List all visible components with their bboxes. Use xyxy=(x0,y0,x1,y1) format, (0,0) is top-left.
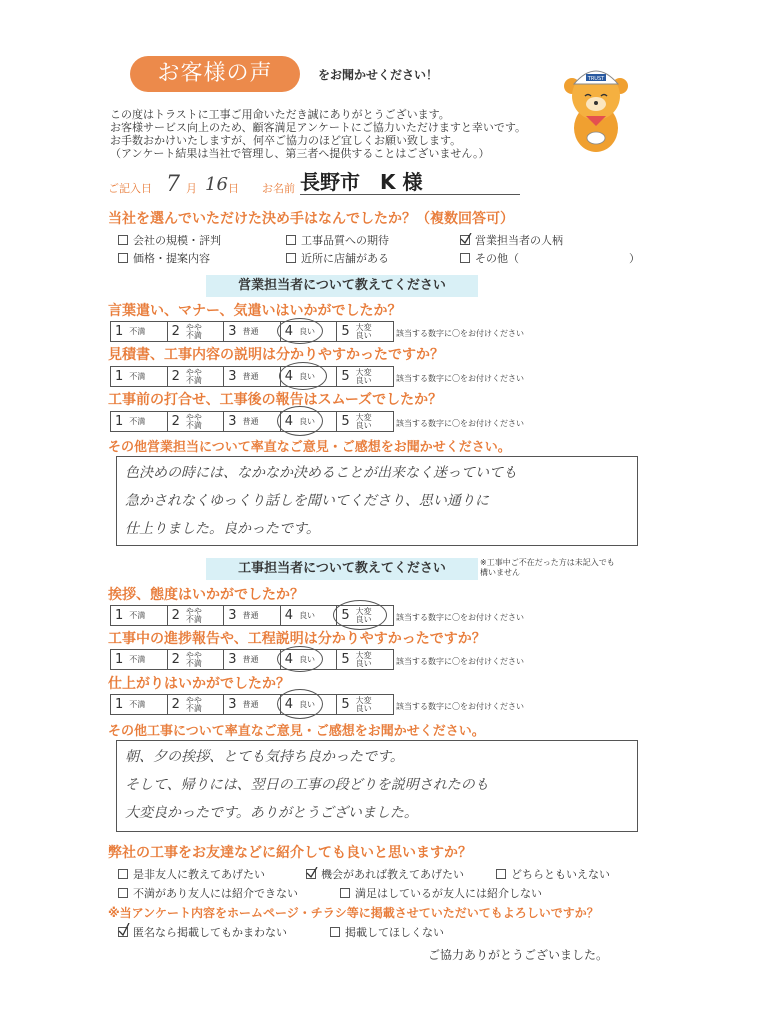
option-label: 機会があれば教えてあげたい xyxy=(321,868,464,881)
rating-number: 1 xyxy=(115,608,124,623)
option-label: 匿名なら掲載してもかまわない xyxy=(133,926,287,939)
rating-label: 普通 xyxy=(242,326,259,336)
rating-hint: 該当する数字に〇をお付けください xyxy=(396,374,524,383)
rating-label: 良い xyxy=(355,614,372,624)
intro-line: お客様サービス向上のため、顧客満足アンケートにご協力いただけますと幸いです。 xyxy=(110,121,527,134)
rating-number: 3 xyxy=(228,414,237,429)
rating-number: 2 xyxy=(171,608,180,623)
selected-rating-circle xyxy=(277,406,323,436)
rating-hint: 該当する数字に〇をお付けください xyxy=(396,613,524,622)
rating-label: 良い xyxy=(299,371,316,381)
rating-number: 4 xyxy=(284,369,294,384)
rating-scale[interactable] xyxy=(110,366,394,387)
checkbox[interactable] xyxy=(118,888,128,898)
option-label: 価格・提案内容 xyxy=(133,252,210,265)
rating-1[interactable] xyxy=(111,606,168,625)
rating-hint: 該当する数字に〇をお付けください xyxy=(396,419,524,428)
name-field[interactable]: 長野市 K 様 xyxy=(300,166,520,195)
rating-label: 普通 xyxy=(242,610,259,620)
rating-5[interactable] xyxy=(337,322,393,341)
checkbox[interactable] xyxy=(118,869,128,879)
checkbox[interactable] xyxy=(118,253,128,263)
rating-number: 1 xyxy=(115,324,124,339)
construction-comment-prompt: その他工事について率直なご意見・ご感想をお聞かせください。 xyxy=(108,724,485,739)
publish-question: ※当アンケート内容をホームページ・チラシ等に掲載させていただいてもよろしいですか？ xyxy=(108,906,599,920)
comment-line: 仕上りました。良かったです。 xyxy=(125,521,320,537)
selected-rating-circle xyxy=(277,318,323,344)
rating-2[interactable] xyxy=(168,650,225,669)
rating-label: 大変 xyxy=(355,412,372,422)
checkbox-checked[interactable] xyxy=(460,235,470,245)
note-line: 構いません xyxy=(480,568,520,577)
construction-question-1: 挨拶、態度はいかがでしたか？ xyxy=(108,587,304,603)
option-label: どちらともいえない xyxy=(511,868,610,881)
rating-scale[interactable] xyxy=(110,694,394,715)
rating-label: 大変 xyxy=(355,322,372,332)
rating-label: 不満 xyxy=(129,699,146,709)
rating-scale[interactable] xyxy=(110,649,394,670)
option-label: 会社の規模・評判 xyxy=(133,234,221,247)
rating-3[interactable] xyxy=(224,650,281,669)
rating-label: 大変 xyxy=(355,695,372,705)
rating-label: 大変 xyxy=(355,606,372,616)
rating-label: 不満 xyxy=(185,420,202,430)
rating-number: 5 xyxy=(341,324,350,339)
rating-4[interactable] xyxy=(281,322,338,341)
rating-1[interactable] xyxy=(111,650,168,669)
rating-number: 5 xyxy=(341,369,350,384)
decision-option[interactable] xyxy=(286,250,389,266)
rating-3[interactable] xyxy=(224,322,281,341)
rating-4[interactable] xyxy=(281,695,338,714)
rating-label: やや xyxy=(185,695,202,705)
rating-label: 不満 xyxy=(185,330,202,340)
referral-option[interactable] xyxy=(340,885,542,901)
intro-line: お手数おかけいたしますが、何卒ご協力のほど宜しくお願い致します。 xyxy=(110,134,462,147)
sales-section-heading: 営業担当者について教えてください xyxy=(206,275,478,297)
option-label: 工事品質への期待 xyxy=(301,234,389,247)
selected-rating-circle xyxy=(279,362,327,390)
checkbox[interactable] xyxy=(460,253,470,263)
rating-4[interactable] xyxy=(281,412,338,431)
sales-comment-text xyxy=(125,459,517,543)
rating-2[interactable] xyxy=(168,695,225,714)
rating-scale[interactable] xyxy=(110,605,394,626)
rating-number: 5 xyxy=(341,608,350,623)
construction-section-heading: 工事担当者について教えてください xyxy=(206,558,478,580)
comment-line: 急かされなくゆっくり話しを聞いてくださり、思い通りに xyxy=(125,493,489,509)
checkbox-checked[interactable] xyxy=(118,927,128,937)
decision-option[interactable] xyxy=(286,232,389,248)
rating-label: 良い xyxy=(355,658,372,668)
sales-comment-prompt: その他営業担当について率直なご意見・ご感想をお聞かせください。 xyxy=(108,440,511,455)
rating-3[interactable] xyxy=(224,367,281,386)
selected-rating-circle xyxy=(277,646,323,672)
rating-label: 良い xyxy=(299,654,316,664)
referral-option[interactable] xyxy=(118,866,265,882)
day-label: 日 xyxy=(228,182,239,195)
comment-line: 朝、夕の挨拶、とても気持ち良かったです。 xyxy=(125,749,404,765)
rating-label: 良い xyxy=(299,416,316,426)
rating-label: 普通 xyxy=(242,654,259,664)
checkbox[interactable] xyxy=(118,235,128,245)
rating-label: 不満 xyxy=(185,658,202,668)
rating-hint: 該当する数字に〇をお付けください xyxy=(396,657,524,666)
name-label: お名前 xyxy=(262,182,295,195)
rating-label: 良い xyxy=(299,326,316,336)
rating-label: 良い xyxy=(355,375,372,385)
intro-text xyxy=(110,108,610,160)
rating-number: 2 xyxy=(171,414,180,429)
rating-1[interactable] xyxy=(111,695,168,714)
publish-option[interactable] xyxy=(330,924,444,940)
rating-3[interactable] xyxy=(224,412,281,431)
rating-number: 3 xyxy=(228,608,237,623)
checkbox[interactable] xyxy=(286,253,296,263)
rating-label: やや xyxy=(185,606,202,616)
rating-number: 3 xyxy=(228,324,237,339)
rating-number: 5 xyxy=(341,652,350,667)
rating-number: 4 xyxy=(284,652,294,667)
thanks-text: ご協力ありがとうございました。 xyxy=(428,948,609,962)
rating-number: 3 xyxy=(228,652,237,667)
option-label: その他（ ） xyxy=(475,252,640,265)
option-label: 満足はしているが友人には紹介しない xyxy=(355,887,542,900)
checkbox[interactable] xyxy=(286,235,296,245)
rating-label: 不満 xyxy=(185,614,202,624)
construction-note xyxy=(480,558,615,578)
rating-label: 不満 xyxy=(129,416,146,426)
rating-5[interactable] xyxy=(337,412,393,431)
rating-4[interactable] xyxy=(281,606,338,625)
rating-hint: 該当する数字に〇をお付けください xyxy=(396,329,524,338)
selected-rating-circle xyxy=(333,600,387,630)
rating-label: 大変 xyxy=(355,367,372,377)
rating-scale[interactable] xyxy=(110,321,394,342)
option-label: 掲載してほしくない xyxy=(345,926,444,939)
rating-label: 大変 xyxy=(355,650,372,660)
rating-label: やや xyxy=(185,322,202,332)
rating-5[interactable] xyxy=(337,650,393,669)
construction-comment-box[interactable] xyxy=(116,740,638,832)
rating-3[interactable] xyxy=(224,695,281,714)
referral-question: 弊社の工事をお友達などに紹介しても良いと思いますか？ xyxy=(108,845,472,861)
checkbox-checked[interactable] xyxy=(306,869,316,879)
rating-label: 良い xyxy=(299,699,316,709)
rating-2[interactable] xyxy=(168,367,225,386)
rating-number: 1 xyxy=(115,652,124,667)
rating-hint: 該当する数字に〇をお付けください xyxy=(396,702,524,711)
rating-label: やや xyxy=(185,367,202,377)
intro-line: （アンケート結果は当社で管理し、第三者へ提供することはございません。） xyxy=(110,147,490,160)
decision-option[interactable] xyxy=(118,232,221,248)
rating-label: やや xyxy=(185,412,202,422)
rating-label: やや xyxy=(185,650,202,660)
rating-number: 4 xyxy=(284,608,294,623)
rating-number: 1 xyxy=(115,369,124,384)
survey-subtitle: をお聞かせください！ xyxy=(318,68,439,82)
rating-number: 4 xyxy=(284,324,294,339)
checkbox[interactable] xyxy=(340,888,350,898)
note-line: ※工事中ご不在だった方は未記入でも xyxy=(480,558,615,567)
rating-label: 不満 xyxy=(129,610,146,620)
rating-label: 普通 xyxy=(242,371,259,381)
referral-option[interactable] xyxy=(306,866,464,882)
comment-line: 色決めの時には、なかなか決めることが出来なく迷っていても xyxy=(125,465,517,481)
decision-option[interactable] xyxy=(460,232,563,248)
option-label: 是非友人に教えてあげたい xyxy=(133,868,265,881)
sales-comment-box[interactable] xyxy=(116,456,638,546)
rating-1[interactable] xyxy=(111,367,168,386)
rating-2[interactable] xyxy=(168,606,225,625)
decision-option[interactable] xyxy=(118,250,210,266)
mascot-badge-text: TRUST xyxy=(587,76,605,82)
selected-rating-circle xyxy=(277,689,323,719)
rating-number: 2 xyxy=(171,369,180,384)
referral-option[interactable] xyxy=(118,885,298,901)
rating-number: 5 xyxy=(341,414,350,429)
decision-question: 当社を選んでいただけた決め手はなんでしたか？（複数回答可） xyxy=(108,211,514,227)
option-label: 営業担当者の人柄 xyxy=(475,234,563,247)
rating-label: 不満 xyxy=(185,703,202,713)
referral-option[interactable] xyxy=(496,866,610,882)
rating-1[interactable] xyxy=(111,412,168,431)
construction-comment-text xyxy=(125,743,489,827)
rating-scale[interactable] xyxy=(110,411,394,432)
rating-number: 4 xyxy=(284,697,294,712)
option-label: 近所に店舗がある xyxy=(301,252,389,265)
rating-number: 1 xyxy=(115,697,124,712)
month-label: 月 xyxy=(186,182,197,195)
construction-question-3: 仕上がりはいかがでしたか？ xyxy=(108,676,290,692)
rating-number: 4 xyxy=(284,414,294,429)
survey-title: お客様の声 xyxy=(130,56,300,92)
rating-5[interactable] xyxy=(337,367,393,386)
publish-option[interactable] xyxy=(118,924,287,940)
rating-label: 良い xyxy=(355,420,372,430)
rating-label: 良い xyxy=(355,330,372,340)
sales-question-3: 工事前の打合せ、工事後の報告はスムーズでしたか？ xyxy=(108,392,443,408)
rating-5[interactable] xyxy=(337,695,393,714)
construction-question-2: 工事中の進捗報告や、工程説明は分かりやすかったですか？ xyxy=(108,631,486,647)
rating-2[interactable] xyxy=(168,322,225,341)
rating-1[interactable] xyxy=(111,322,168,341)
rating-number: 5 xyxy=(341,697,350,712)
rating-label: 良い xyxy=(355,703,372,713)
rating-label: 不満 xyxy=(185,375,202,385)
rating-4[interactable] xyxy=(281,367,338,386)
date-label: ご記入日 xyxy=(108,182,152,195)
decision-option[interactable] xyxy=(460,250,640,266)
rating-label: 良い xyxy=(299,610,316,620)
rating-label: 不満 xyxy=(129,371,146,381)
option-label: 不満があり友人には紹介できない xyxy=(133,887,298,900)
rating-2[interactable] xyxy=(168,412,225,431)
day-value[interactable]: 16 xyxy=(205,174,228,195)
rating-3[interactable] xyxy=(224,606,281,625)
rating-label: 不満 xyxy=(129,654,146,664)
rating-number: 3 xyxy=(228,697,237,712)
comment-line: そして、帰りには、翌日の工事の段どりを説明されたのも xyxy=(125,777,489,793)
month-value[interactable]: 7 xyxy=(166,172,180,197)
rating-number: 2 xyxy=(171,324,180,339)
rating-label: 普通 xyxy=(242,699,259,709)
rating-label: 普通 xyxy=(242,416,259,426)
rating-number: 1 xyxy=(115,414,124,429)
sales-question-1: 言葉遣い、マナー、気遣いはいかがでしたか？ xyxy=(108,303,402,319)
rating-number: 2 xyxy=(171,652,180,667)
rating-label: 不満 xyxy=(129,326,146,336)
checkbox[interactable] xyxy=(330,927,340,937)
rating-5[interactable] xyxy=(337,606,393,625)
checkbox[interactable] xyxy=(496,869,506,879)
rating-4[interactable] xyxy=(281,650,338,669)
rating-number: 3 xyxy=(228,369,237,384)
sales-question-2: 見積書、工事内容の説明は分かりやすかったですか？ xyxy=(108,347,444,363)
intro-line: この度はトラストに工事ご用命いただき誠にありがとうございます。 xyxy=(110,108,450,121)
rating-number: 2 xyxy=(171,697,180,712)
comment-line: 大変良かったです。ありがとうございました。 xyxy=(125,805,418,821)
